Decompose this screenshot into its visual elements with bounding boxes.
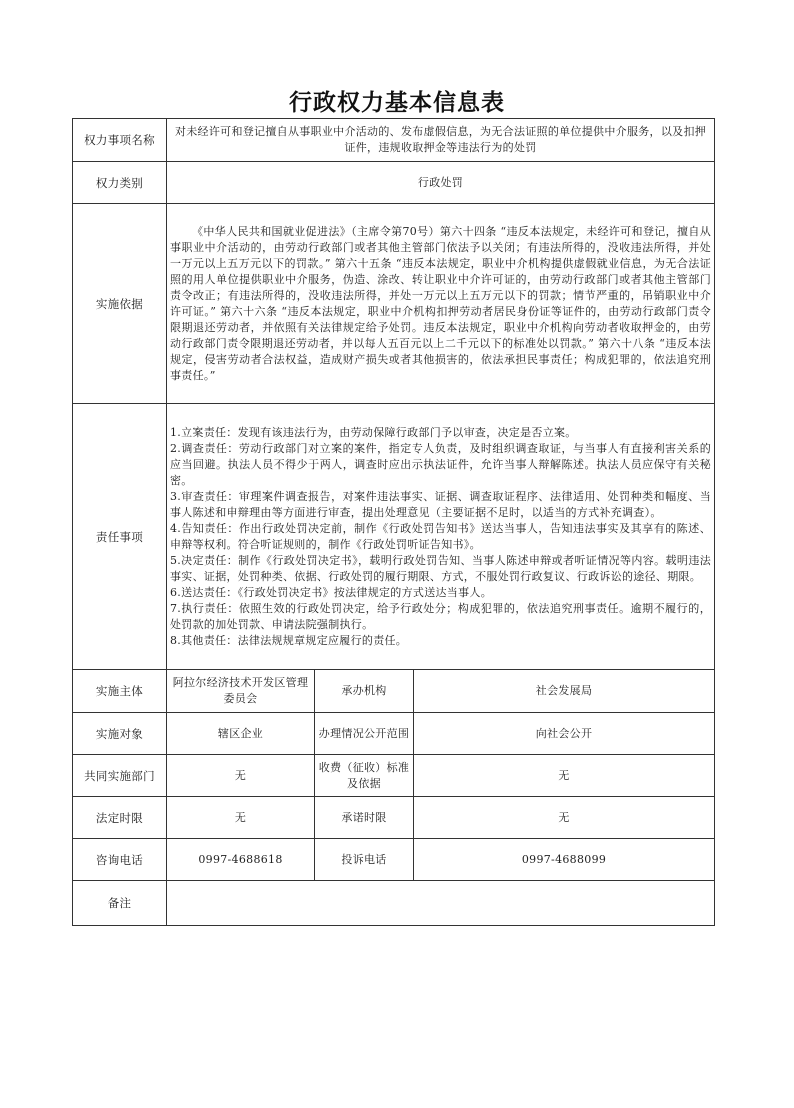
responsibility-item: 5.决定责任：制作《行政处罚决定书》，载明行政处罚告知、当事人陈述申辩或者听证情况等内容。载明违法事实、证据，处罚种类、依据、行政处罚的履行期限、方式，不服处罚行政复议、行政诉讼的途径、期限。 <box>170 553 712 583</box>
power-name-label: 权力事项名称 <box>73 119 167 162</box>
page-title: 行政权力基本信息表 <box>289 89 505 116</box>
row-phone <box>73 839 715 881</box>
row-target <box>73 713 715 755</box>
info-table <box>72 118 715 926</box>
subject-label: 实施主体 <box>73 670 167 713</box>
legal-time-value: 无 <box>167 797 315 839</box>
legal-time-label: 法定时限 <box>73 797 167 839</box>
agency-value: 社会发展局 <box>414 670 715 713</box>
basis-label: 实施依据 <box>73 204 167 404</box>
note-label: 备注 <box>73 881 167 926</box>
power-type-value: 行政处罚 <box>167 162 715 204</box>
complaint-phone-value: 0997-4688099 <box>414 839 715 881</box>
promised-time-label: 承诺时限 <box>315 797 414 839</box>
row-note <box>73 881 715 926</box>
joint-label: 共同实施部门 <box>73 755 167 797</box>
responsibilities-cell <box>167 404 715 670</box>
responsibility-item: 1.立案责任：发现有该违法行为，由劳动保障行政部门予以审查，决定是否立案。 <box>170 425 577 439</box>
basis-text: 《中华人民共和国就业促进法》（主席令第70号）第六十四条 “违反本法规定，未经许可和登记，擅自从事职业中介活动的，由劳动行政部门或者其他主管部门依法予以关闭；有违法所得的，没收违法所得，并处一万元以上五万元以下的罚款。” 第六十五条 “违反本法规定，职业中介机构提供虚假就业信息，为无合法证照的用人单位提供职业中介服务，伪造、涂改、转让职业中介许可证的，由劳动行政部门或者其他主管部门责令改正；有违法所得的，没收违法所得，并处一万元以上五万元以下的罚款；情节严重的，吊销职业中介许可证。” 第六十六条 “违反本法规定，职业中介机构扣押劳动者居民身份证等证件的，由劳动行政部门责令限期退还劳动者，并依照有关法律规定给予处罚。违反本法规定，职业中介机构向劳动者收取押金的，由劳动行政部门责令限期退还劳动者，并以每人五百元以上二千元以下的标准处以罚款。” 第六十八条 “违反本法规定，侵害劳动者合法权益，造成财产损失或者其他损害的，依法承担民事责任；构成犯罪的，依法追究刑事责任。” <box>170 224 712 382</box>
responsibility-item: 4.告知责任：作出行政处罚决定前，制作《行政处罚告知书》送达当事人，告知违法事实及其享有的陈述、申辩等权利。符合听证规则的，制作《行政处罚听证告知书》。 <box>170 521 712 551</box>
promised-time-value: 无 <box>414 797 715 839</box>
target-value: 辖区企业 <box>167 713 315 755</box>
power-type-label: 权力类别 <box>73 162 167 204</box>
row-joint <box>73 755 715 797</box>
joint-value: 无 <box>167 755 315 797</box>
responsibilities-label: 责任事项 <box>73 404 167 670</box>
power-name-value: 对未经许可和登记擅自从事职业中介活动的、发布虚假信息，为无合法证照的单位提供中介服务，以及扣押证件，违规收取押金等违法行为的处罚 <box>167 119 715 162</box>
consult-phone-label: 咨询电话 <box>73 839 167 881</box>
row-responsibilities <box>73 404 715 670</box>
responsibility-item: 8.其他责任：法律法规规章规定应履行的责任。 <box>170 633 408 647</box>
row-power-name <box>73 119 715 162</box>
responsibility-item: 2.调查责任：劳动行政部门对立案的案件，指定专人负责，及时组织调查取证，与当事人有直接利害关系的应当回避。执法人员不得少于两人，调查时应出示执法证件，允许当事人辩解陈述。执法人员应保守有关秘密。 <box>170 441 712 487</box>
row-basis <box>73 204 715 404</box>
target-label: 实施对象 <box>73 713 167 755</box>
row-subject <box>73 670 715 713</box>
responsibility-item: 6.送达责任：《行政处罚决定书》按法律规定的方式送达当事人。 <box>170 585 492 599</box>
disclosure-label: 办理情况公开范围 <box>315 713 414 755</box>
subject-value: 阿拉尔经济技术开发区管理委员会 <box>167 670 315 713</box>
complaint-phone-label: 投诉电话 <box>315 839 414 881</box>
responsibility-item: 7.执行责任：依照生效的行政处罚决定，给予行政处分；构成犯罪的，依法追究刑事责任。逾期不履行的，处罚款的加处罚款、申请法院强制执行。 <box>170 601 712 631</box>
fee-label: 收费（征收）标准及依据 <box>315 755 414 797</box>
note-value <box>167 881 715 926</box>
consult-phone-value: 0997-4688618 <box>167 839 315 881</box>
responsibility-item: 3.审查责任：审理案件调查报告，对案件违法事实、证据、调查取证程序、法律适用、处罚种类和幅度、当事人陈述和申辩理由等方面进行审查，提出处理意见（主要证据不足时，以适当的方式补充调查）。 <box>170 489 712 519</box>
fee-value: 无 <box>414 755 715 797</box>
agency-label: 承办机构 <box>315 670 414 713</box>
basis-cell <box>167 204 715 404</box>
row-power-type <box>73 162 715 204</box>
disclosure-value: 向社会公开 <box>414 713 715 755</box>
row-time-limit <box>73 797 715 839</box>
